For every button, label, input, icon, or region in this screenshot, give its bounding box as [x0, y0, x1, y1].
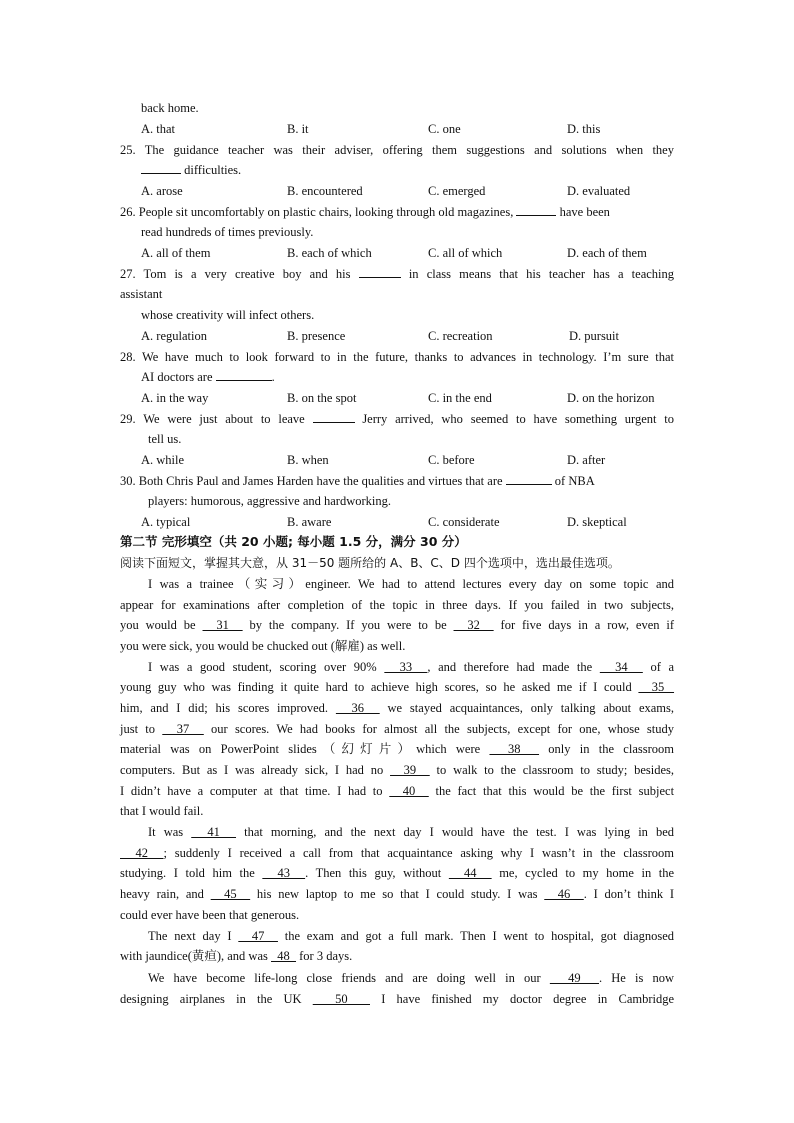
blank-31: 31 [202, 618, 243, 632]
q25-option-d: D. evaluated [567, 184, 631, 198]
q30-option-b: B. aware [287, 515, 332, 529]
answer-blank [313, 409, 355, 423]
q26-option-a: A. all of them [141, 246, 211, 260]
q26-option-c: C. all of which [428, 246, 503, 260]
blank-37: 37 [162, 722, 204, 736]
blank-32: 32 [453, 618, 494, 632]
blank-41: 41 [191, 825, 237, 839]
q29-options [141, 450, 674, 470]
q30-stem: 30. Both Chris Paul and James Harden have the qualities and virtues that are of NBA [120, 471, 673, 492]
q25-option-b: B. encountered [287, 184, 363, 198]
passage-line: heavy rain, and 45 his new laptop to me so that I could study. I was 46 . I don’t think I [120, 887, 675, 901]
passage-line: studying. I told him the 43 . Then this guy, without 44 me, cycled to my home in the [120, 866, 675, 880]
answer-blank [506, 471, 552, 485]
blank-34: 34 [599, 660, 643, 674]
passage-line: him, and I did; his scores improved. 36 we stayed acquaintances, only talking about exams, [120, 701, 674, 715]
q27-option-b: B. presence [287, 329, 346, 343]
q30-options [141, 512, 674, 532]
q25-option-c: C. emerged [428, 184, 486, 198]
q27-stem-3: whose creativity will infect others. [141, 308, 315, 322]
q27-options [141, 326, 674, 346]
q26-option-b: B. each of which [287, 246, 372, 260]
q27-option-a: A. regulation [141, 329, 207, 343]
q26-stem-2: read hundreds of times previously. [141, 225, 314, 239]
q24-options [141, 119, 674, 139]
passage-line: you were sick, you would be chucked out (解雇) as well. [120, 639, 406, 653]
q24-option-b: B. it [287, 122, 309, 136]
answer-blank [141, 160, 181, 174]
blank-43: 43 [262, 866, 306, 880]
q29-option-d: D. after [567, 453, 606, 467]
q28-stem: 28. We have much to look forward to in the future, thanks to advances in technology. I’m sure that [120, 350, 674, 364]
q28-option-b: B. on the spot [287, 391, 357, 405]
passage-line: just to 37 our scores. We had books for almost all the subjects, except for one, whose study [120, 722, 674, 736]
q30-option-d: D. skeptical [567, 515, 627, 529]
q28-options [141, 388, 674, 408]
q27-option-c: C. recreation [428, 329, 493, 343]
q25-stem: 25. The guidance teacher was their adviser, offering them suggestions and solutions when they [120, 143, 674, 157]
q24-option-a: A. that [141, 122, 176, 136]
blank-40: 40 [389, 784, 429, 798]
passage-line: 42 ; suddenly I received a call from that acquaintance asking why I wasn’t in the classroom [120, 846, 674, 860]
blank-35: 35 [638, 680, 675, 694]
blank-44: 44 [448, 866, 492, 880]
q28-option-d: D. on the horizon [567, 391, 655, 405]
section-heading: 第二节 完形填空（共 20 小题; 每小题 1.5 分，满分 30 分） [120, 534, 467, 549]
answer-blank [359, 264, 401, 278]
q25-options [141, 181, 674, 201]
q26-options [141, 243, 674, 263]
passage-line: It was 41 that morning, and the next day I would have the test. I was lying in bed [148, 825, 675, 839]
q29-stem: 29. We were just about to leave Jerry arrived, who seemed to have something urgent to [120, 409, 674, 430]
passage-line: material was on PowerPoint slides（幻灯片）which were 38 only in the classroom [120, 742, 674, 756]
blank-48: 48 [271, 949, 297, 963]
q29-stem-2: tell us. [148, 432, 182, 446]
q28-option-c: C. in the end [428, 391, 492, 405]
q29-option-a: A. while [141, 453, 185, 467]
q27-option-d: D. pursuit [569, 329, 619, 343]
answer-blank [216, 367, 272, 381]
passage-line: young guy who was finding it quite hard to achieve high scores, so he asked me if I could 35 [120, 680, 675, 694]
q24-tail: back home. [141, 101, 199, 115]
q27-stem-2: assistant [120, 287, 163, 301]
q29-option-b: B. when [287, 453, 329, 467]
section-instruction: 阅读下面短文，掌握其大意，从 31－50 题所给的 A、B、C、D 四个选项中，选出最佳选项。 [120, 556, 620, 570]
q24-option-c: C. one [428, 122, 461, 136]
passage-line: I didn’t have a computer at that time. I had to 40 the fact that this would be the first subject [120, 784, 675, 798]
q30-option-c: C. considerate [428, 515, 500, 529]
q30-stem-2: players: humorous, aggressive and hardworking. [148, 494, 391, 508]
passage-line: I was a good student, scoring over 90% 33 , and therefore had made the 34 of a [148, 660, 675, 674]
passage-line: could ever have been that generous. [120, 908, 300, 922]
blank-42: 42 [120, 846, 164, 860]
q25-option-a: A. arose [141, 184, 183, 198]
passage-line: I was a trainee（实习）engineer. We had to attend lectures every day on some topic and [148, 577, 674, 591]
q29-option-c: C. before [428, 453, 475, 467]
passage-line: designing airplanes in the UK 50 I have finished my doctor degree in Cambridge [120, 992, 675, 1006]
passage-line: with jaundice(黄疸), and was 48 for 3 days. [120, 949, 353, 963]
passage-line: We have become life-long close friends and are doing well in our 49 . He is now [148, 971, 675, 985]
blank-46: 46 [544, 887, 584, 901]
q28-option-a: A. in the way [141, 391, 209, 405]
passage-line: computers. But as I was already sick, I had no 39 to walk to the classroom to study; besides, [120, 763, 675, 777]
q27-stem: 27. Tom is a very creative boy and his in class means that his teacher has a teaching [120, 264, 674, 285]
passage-line: The next day I 47 the exam and got a full mark. Then I went to hospital, got diagnosed [148, 929, 675, 943]
blank-39: 39 [390, 763, 430, 777]
blank-49: 49 [549, 971, 599, 985]
q28-stem-2: AI doctors are . [141, 367, 674, 388]
blank-33: 33 [384, 660, 428, 674]
q26-stem: 26. People sit uncomfortably on plastic chairs, looking through old magazines, have been [120, 202, 666, 223]
passage-line: appear for examinations after completion of the topic in three days. If you failed in two subjects, [120, 598, 674, 612]
blank-47: 47 [238, 929, 278, 943]
blank-45: 45 [210, 887, 251, 901]
passage-line: you would be 31 by the company. If you were to be 32 for five days in a row, even if [120, 618, 675, 632]
blank-36: 36 [335, 701, 380, 715]
q25-stem-2: difficulties. [141, 160, 674, 181]
passage-line: that I would fail. [120, 804, 204, 818]
blank-38: 38 [489, 742, 540, 756]
blank-50: 50 [312, 992, 370, 1006]
q30-option-a: A. typical [141, 515, 191, 529]
answer-blank [516, 202, 556, 216]
q24-option-d: D. this [567, 122, 601, 136]
q26-option-d: D. each of them [567, 246, 647, 260]
